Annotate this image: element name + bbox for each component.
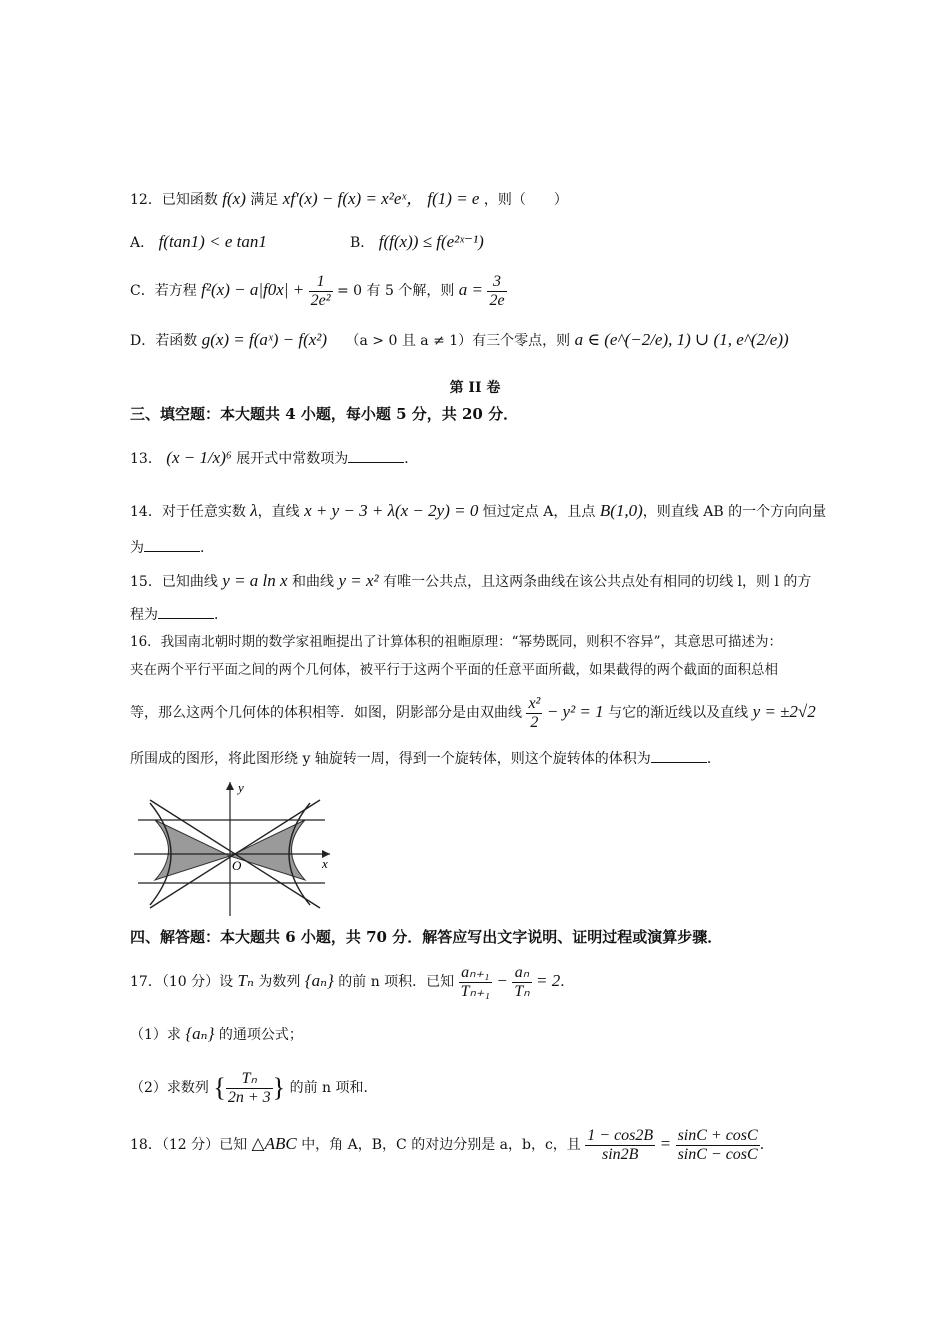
q14-line2 [130,537,214,558]
q12-option-b [350,232,484,253]
option-b-label: B． [350,235,375,251]
frac-den: 2 [530,713,539,731]
q13-num: 13． [130,451,162,467]
q16-line3-prefix: 等，那么这两个几何体的体积相等．如图，阴影部分是由双曲线 [130,705,522,721]
q17-frac-2 [512,964,531,1001]
q18-eq: = [659,1134,672,1153]
option-d-set: a ∈ (e^(−2/e), 1) ∪ (1, e^(2/e)) [574,330,789,349]
q18-frac-2 [676,1127,760,1164]
q15-blank [158,604,214,619]
q18-frac-1 [585,1127,655,1164]
option-c-frac [309,273,333,310]
frac-num: 3 [487,273,506,292]
q14-line1 [130,501,826,522]
q15-end: ． [214,607,228,623]
hyperbola-figure [130,778,340,920]
frac-den: 2n + 3 [227,1088,271,1106]
frac-num: x² [528,694,541,712]
frac-den: sin2B [601,1145,639,1163]
frac-den: 2e² [310,291,331,309]
option-d-math: g(x) = f(aˣ) − f(x²) [201,330,328,349]
q17-p1-prefix: （1）求 [130,1027,181,1043]
q17-tn: Tₙ [237,971,254,990]
frac-num: 1 − cos2B [587,1126,654,1144]
q14-suffix: ，则直线 AB 的一个方向向量 [642,504,827,520]
option-c-mid: = 0 有 5 个解，则 [336,283,455,299]
origin-label: O [232,858,242,873]
volume-title: 第 II 卷 [449,380,501,396]
q16-hyperbola-frac [526,695,542,732]
q14-point-b: B(1,0) [599,501,643,520]
y-axis-arrow [226,782,234,790]
q17-an: {aₙ} [304,971,334,990]
q13-blank [348,448,404,463]
option-c-answer-frac [487,273,506,310]
frac-den: Tₙ₊₁ [460,982,490,1000]
option-b-math: f(f(x)) ≤ f(e²ˣ⁻¹) [378,232,484,251]
q13-end: ． [404,451,419,467]
option-d-label: D．若函数 [130,333,198,349]
q17-p2-suffix: 的前 n 项和． [289,1080,378,1096]
q15-prefix: 15．已知曲线 [130,574,218,590]
q17-mid: 为数列 [258,974,301,990]
q17-p2-frac [226,1070,273,1107]
q14-line2-text: 为 [130,540,144,556]
q17-end: ． [560,974,575,990]
q17-part2 [130,1068,378,1108]
q14-lambda: λ [250,501,258,520]
frac-num: aₙ [512,964,531,983]
q18-stem [130,1124,774,1165]
q12-mid: 满足 [250,192,279,208]
q18-triangle: △ABC [251,1134,297,1153]
q17-prefix: 17．（10 分）设 [130,974,234,990]
q16-line-eq: y = ±2√2 [752,702,816,721]
q15-line1 [130,571,811,592]
q14-prefix: 14．对于任意实数 [130,504,246,520]
q13 [130,448,418,469]
q12-stem [130,189,568,210]
q16-hyperbola-eq: − y² = 1 [546,702,604,721]
section-4-heading: 四、解答题：本大题共 6 小题，共 70 分．解答应写出文字说明、证明过程或演算步骤． [130,928,723,946]
q14-end: ． [200,540,214,556]
frac-num: Tₙ [226,1070,273,1089]
q12-option-d [130,330,789,351]
frac-num: aₙ₊₁ [459,964,492,983]
q12-fx: f(x) [222,189,246,208]
q17-p1-set: {aₙ} [185,1024,215,1043]
frac-num: 1 [309,273,333,292]
option-c-a: a = [458,280,484,299]
q16-line4 [130,748,721,769]
q14-blank [144,537,200,552]
q17-text: 的前 n 项积．已知 [338,974,455,990]
q16-end: ． [706,751,721,767]
frac-den: 2e [489,291,505,309]
right-brace: } [272,1073,286,1102]
q15-curve2: y = x² [338,571,379,590]
q15-line2-text: 程为 [130,607,158,623]
q15-mid: 和曲线 [292,574,335,590]
q12-option-c [130,272,507,310]
q18-end: ． [759,1137,774,1153]
frac-den: sinC − cosC [677,1145,758,1163]
q12-suffix: ，则（ ） [483,192,568,208]
q13-math: (x − 1/x)⁶ [166,448,232,467]
q17-frac-1 [459,964,492,1001]
frac-num: sinC + cosC [677,1126,758,1144]
q12-option-a [130,232,267,253]
q16-line4-text: 所围成的图形，将此图形绕 y 轴旋转一周，得到一个旋转体，则这个旋转体的体积为 [130,751,651,767]
q18-text: 中，角 A，B，C 的对边分别是 a，b，c，且 [301,1137,581,1153]
q17-minus: − [496,971,508,990]
section-3-heading: 三、填空题：本大题共 4 小题，每小题 5 分，共 20 分． [130,405,519,423]
q18-prefix: 18．（12 分）已知 [130,1137,248,1153]
q15-line2 [130,604,228,625]
q14-mid: ，直线 [257,504,300,520]
q16-line3 [130,694,816,732]
q17-p1-suffix: 的通项公式； [218,1027,303,1043]
q16-blank [651,748,707,763]
q15-suffix: 有唯一公共点，且这两条曲线在该公共点处有相同的切线 l，则 l 的方 [383,574,812,590]
q16-line2: 夹在两个平行平面之间的两个几何体，被平行于这两个平面的任意平面所截，如果截得的两个截面的面积总相 [130,662,778,678]
q14-equation: x + y − 3 + λ(x − 2y) = 0 [304,501,479,520]
q17-part1 [130,1024,303,1045]
q14-text: 恒过定点 A，且点 [482,504,596,520]
y-axis-label: y [238,780,244,795]
frac-den: Tₙ [514,982,530,1000]
option-a-math: f(tan1) < e tan1 [158,232,267,251]
q12-equation: xf′(x) − f(x) = x²eˣ， f(1) = e [282,189,480,208]
q17-p2-prefix: （2）求数列 [130,1080,209,1096]
q12-prefix: 12．已知函数 [130,192,218,208]
q15-curve1: y = a ln x [222,571,288,590]
q17-stem [130,962,574,1001]
q17-eq: = 2 [536,971,561,990]
q16-line3-mid: 与它的渐近线以及直线 [608,705,749,721]
left-brace: { [213,1073,226,1102]
option-c-label: C．若方程 [130,283,197,299]
x-axis-label: x [322,856,328,871]
q16-line1: 16．我国南北朝时期的数学家祖暅提出了计算体积的祖暅原理：“幂势既同，则积不容异”，其意思可描述为： [130,634,782,650]
option-c-math: f²(x) − a|f0x| + [201,280,305,299]
option-d-condition: （a > 0 且 a ≠ 1）有三个零点，则 [345,333,571,349]
q13-text: 展开式中常数项为 [236,451,349,467]
option-a-label: A． [130,235,155,251]
